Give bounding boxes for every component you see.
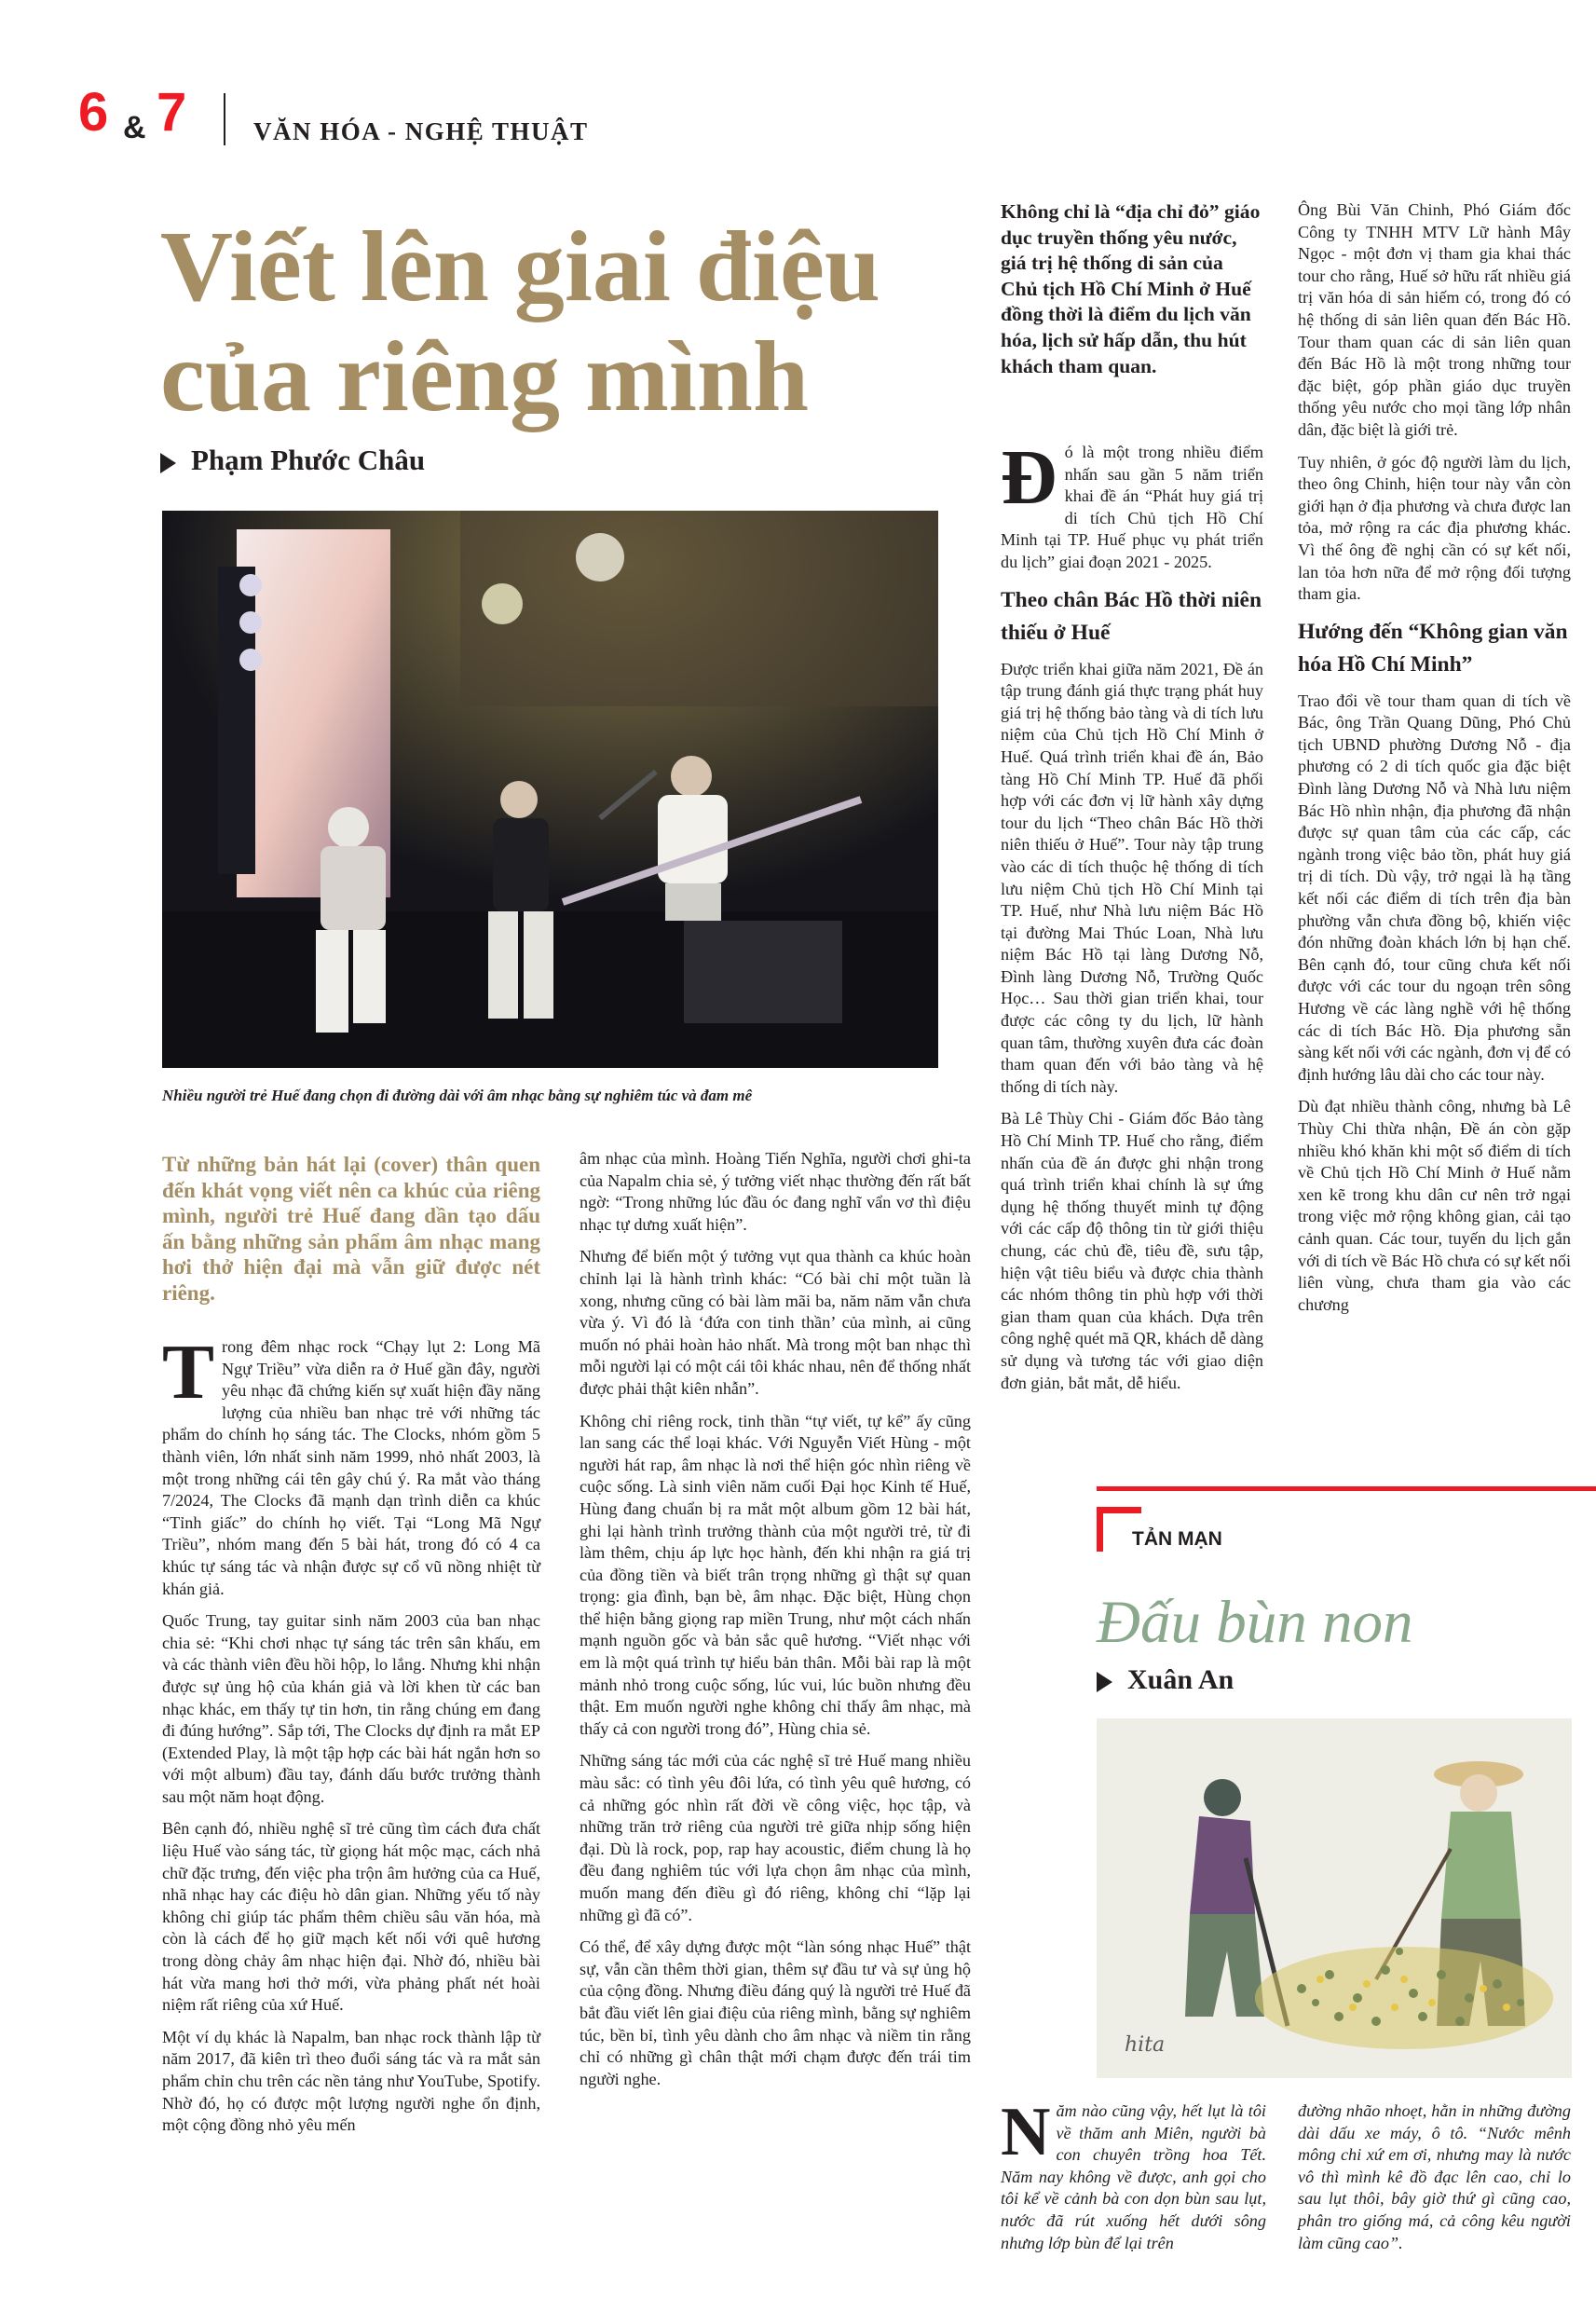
paragraph: Quốc Trung, tay guitar sinh năm 2003 của ban nhạc chia sẻ: “Khi chơi nhạc tự sáng tác trên sân khấu, em và các thành viên đều hồi hộp, lo lắng. Nhưng khi nhận được sự ủng hộ của khán giả và lời khen từ các ban nhạc khác, em thấy tự tin hơn, tin rằng chúng em đang đi đúng hướng”. Sắp tới, The Clocks dự định ra mắt EP (Extended Play, là một tập hợp các bài hát ngắn hơn so với một album) đầu tay, đánh dấu bước trưởng thành sau một năm hoạt động. xyxy=(162,1611,540,1806)
drop-cap: T xyxy=(162,1329,215,1416)
subheading: Theo chân Bác Hồ thời niên thiếu ở Huế xyxy=(1001,587,1262,645)
second-article-column-2 xyxy=(1298,199,1571,1326)
paragraph-text: rong đêm nhạc rock “Chạy lụt 2: Long Mã Ngự Triều” vừa diễn ra ở Huế gần đây, người yêu nhạc đã chứng kiến sự xuất hiện đầy năng lượng của nhiều ban nhạc trẻ với những tác phẩm do chính họ sáng tác. The Clocks, nhóm gồm 5 thành viên, lớn nhất sinh năm 1999, nhỏ nhất 2003, là một trong những cái tên gây chú ý. Ra mắt vào tháng 7/2024, The Clocks đã mạnh dạn trình diễn ca khúc “Tỉnh giấc” do chính họ viết. Tại “Long Mã Ngự Triều”, nhóm mang đến 5 bài hát, trong đó có 4 ca khúc tự sáng tác và nhận được sự cổ vũ nồng nhiệt từ khán giả. xyxy=(162,1337,540,1598)
photo-caption: Nhiều người trẻ Huế đang chọn đi đường dài với âm nhạc bằng sự nghiêm túc và đam mê xyxy=(162,1087,753,1104)
paragraph-text: ăm nào cũng vậy, hết lụt là tôi về thăm anh Miên, người bà con chuyên trồng hoa Tết. Năm nay không về được, anh gọi cho tôi kể về cảnh bà con dọn bùn sau lụt, nước đã rút xuống hết dưới sông nhưng lớp bùn để lại trên xyxy=(1001,2101,1266,2252)
tanman-label: TẢN MẠN xyxy=(1132,1528,1222,1550)
headline-line-1: Viết lên giai điệu xyxy=(160,212,880,322)
farmers-illustration xyxy=(1097,1718,1572,2078)
tanman-author: Xuân An xyxy=(1127,1664,1235,1695)
paragraph: Những sáng tác mới của các nghệ sĩ trẻ Huế mang nhiều màu sắc: có tình yêu đôi lứa, có tình yêu quê hương, có cả những góc nhìn rất đời về công việc, học tập, và những trăn trở riêng của người trẻ giữa nhịp sống hiện đại. Dù là rock, pop, rap hay acoustic, điểm chung là họ đều đang nghiêm túc với lựa chọn âm nhạc của mình, muốn mang đến điều gì đó riêng, không chỉ “lặp lại những gì đã có”. xyxy=(580,1751,971,1924)
headline-line-2: của riêng mình xyxy=(160,321,810,432)
paragraph: Nhưng để biến một ý tưởng vụt qua thành ca khúc hoàn chỉnh lại là hành trình khác: “Có bài chỉ một tuần là xong, nhưng cũng có bài làm mãi ba, năm năm vẫn chưa vừa ý. Vì đó là ‘đứa con tinh thần’ của mình, ai cũng muốn nó phải hoàn hảo nhất. Mà trong một ban nhạc thì mỗi người lại có một cái tôi khác nhau, nên để thống nhất được phải thật kiên nhẫn”. xyxy=(580,1247,972,1398)
paragraph: Bà Lê Thùy Chi - Giám đốc Bảo tàng Hồ Chí Minh TP. Huế cho rằng, điểm nhấn của đề án được ghi nhận trong quá trình triển khai chính là sự ứng dụng hệ thống thuyết minh tự động với các cấp độ thông tin từ giới thiệu chung, các chủ đề, tiêu đề, sưu tập, hiện vật tiêu biểu và được chia thành các nhóm thông tin phù hợp với thời gian tham quan của khách. Dựa trên công nghệ quét mã QR, khách dễ dàng sử dụng và tương tác với giao diện đơn giản, bắt mắt, dễ hiểu. xyxy=(1001,1109,1263,1392)
paragraph: Trao đổi về tour tham quan di tích về Bác, ông Trần Quang Dũng, Phó Chủ tịch UBND phường Dương Nỗ - địa phương có 2 di tích quốc gia đặc biệt Đình làng Dương Nỗ và Nhà lưu niệm Bác Hồ nhìn nhận, địa phương đã nhận được sự quan tâm của các cấp, các ngành trong việc bảo tồn, phát huy giá trị di tích. Dù vậy, trở ngại là hạ tầng kết nối các điểm di tích trên địa bàn phường vẫn chưa đồng bộ, khiến việc đón những đoàn khách lớn bị hạn chế. Bên cạnh đó, tour cũng chưa kết nối được với các tour du ngoạn trên sông Hương về các làng nghề với hệ thống các di tích Bác Hồ. Địa phương sẵn sàng kết nối với các ngành, đơn vị để có định hướng lâu dài cho các tour này. xyxy=(1298,691,1571,1084)
concert-stage-illustration xyxy=(162,511,938,1068)
tanman-title: Đấu bùn non xyxy=(1097,1589,1413,1656)
page-number-left: 6 xyxy=(78,82,109,143)
tanman-column-1 xyxy=(1001,2094,1266,2254)
second-article-deck: Không chỉ là “địa chỉ đỏ” giáo dục truyền thống yêu nước, giá trị hệ thống di sản của Chủ tịch Hồ Chí Minh ở Huế đồng thời là điểm du lịch văn hóa, lịch sử hấp dẫn, thu hút khách tham quan. xyxy=(1001,200,1261,377)
paragraph: Được triển khai giữa năm 2021, Đề án tập trung đánh giá thực trạng phát huy giá trị hệ thống bảo tàng và di tích lưu niệm của Chủ tịch Hồ Chí Minh ở Huế. Quá trình triển khai đề án, Bảo tàng Hồ Chí Minh TP. Huế đã phối hợp với các đơn vị lữ hành xây dựng tour du lịch “Theo chân Bác Hồ thời niên thiếu ở Huế”. Tour này tập trung vào các di tích thuộc hệ thống di tích lưu niệm Chủ tịch Hồ Chí Minh tại TP. Huế, như Nhà lưu niệm Bác Hồ tại đường Mai Thúc Loan, Nhà lưu niệm Bác Hồ tại làng Dương Nỗ, Đình làng Dương Nỗ, Trường Quốc Học… Sau thời gian triển khai, tour được các công ty du lịch, lữ hành quan tâm, thường xuyên đưa các đoàn tham quan đến với bảo tàng và hệ thống di tích này. xyxy=(1001,659,1263,1096)
tanman-byline xyxy=(1097,1664,1234,1696)
second-article-deck-block xyxy=(1001,199,1263,390)
byline-arrow-icon xyxy=(1097,1672,1112,1692)
tanman-illustration xyxy=(1097,1718,1572,2078)
subheading: Hướng đến “Không gian văn hóa Hồ Chí Minh” xyxy=(1298,619,1568,677)
tanman-top-rule xyxy=(1097,1486,1596,1491)
paragraph xyxy=(162,1329,540,1600)
byline-arrow-icon xyxy=(160,453,176,473)
article-lead: Từ những bản hát lại (cover) thân quen đến khát vọng viết nên ca khúc của riêng mình, người trẻ Huế đang dần tạo dấu ấn bằng những sản phẩm âm nhạc mang hơi thở hiện đại mà vẫn giữ được nét riêng. xyxy=(162,1153,540,1305)
paragraph: Bên cạnh đó, nhiều nghệ sĩ trẻ cũng tìm cách đưa chất liệu Huế vào sáng tác, từ giọng hát mộc mạc, cách nhả chữ đặc trưng, đến việc pha trộn âm hưởng của ca Huế, nhã nhạc hay các điệu hò dân gian. Những yếu tố này không chỉ giúp tác phẩm thêm chiều sâu văn hóa, mà còn là cách để họ giữ mạch kết nối với quê hương trong dòng chảy âm nhạc hiện đại. Nhờ đó, nhiều bài hát vừa mang hơi thở mới, vừa phảng phất nét hoài niệm rất riêng của xứ Huế. xyxy=(162,1819,540,2015)
drop-cap: Đ xyxy=(1001,434,1057,521)
page-number-ampersand: & xyxy=(123,110,146,145)
paragraph xyxy=(1001,434,1263,574)
article-byline xyxy=(160,444,425,477)
article-headline xyxy=(160,212,962,432)
article-column-2 xyxy=(580,1148,971,2100)
paragraph: Không chỉ riêng rock, tinh thần “tự viết, tự kể” ấy cũng lan sang các thể loại khác. Với Nguyễn Viết Hùng - một người hát rap, âm nhạc là nơi thể hiện góc nhìn riêng về cuộc sống. Là sinh viên năm cuối Đại học Kinh tế Huế, Hùng đang chuẩn bị ra mắt một album gồm 12 bài hát, ghi lại hành trình trưởng thành của một người trẻ, từ đi làm thêm, chịu áp lực học hành, đến khi nhận ra giá trị của đồng tiền và biết trân trọng những gì thật sự quan trọng: gia đình, bạn bè, âm nhạc. Đặc biệt, Hùng chọn thể hiện bằng giọng rap miền Trung, như một cách nhấn mạnh nguồn gốc và bản sắc quê hương. “Viết nhạc với em là một quá trình tự hiểu bản thân. Mỗi bài rap là một mảnh nhỏ trong cuộc sống, lúc vui, lúc buồn nhưng đều thật. Em muốn người nghe không chỉ thấy âm nhạc, mà thấy cả con người trong đó”, Hùng chia sẻ. xyxy=(580,1411,971,1738)
paragraph: Dù đạt nhiều thành công, nhưng bà Lê Thùy Chi thừa nhận, Đề án còn gặp nhiều khó khăn khi một số điểm di tích về Chủ tịch Hồ Chí Minh ở Huế nằm xen kẽ trong khu dân cư nên trở ngại trong việc mở rộng không gian, cải tạo cảnh quan. Các tour, tuyến du lịch gắn với di tích về Bác Hồ chưa có sự kết nối liên vùng, chưa tham gia vào các chương xyxy=(1298,1097,1571,1314)
article-lead-block xyxy=(162,1152,540,1316)
drop-cap: N xyxy=(1001,2094,1051,2170)
illustrator-signature: hita xyxy=(1125,2033,1166,2057)
page-number-right: 7 xyxy=(157,82,187,143)
paragraph: Tuy nhiên, ở góc độ người làm du lịch, theo ông Chinh, hiện tour này vẫn còn giới hạn ở địa phương và chưa được lan tỏa, mở rộng ra các địa phương khác. Vì thế ông đề nghị cần có sự kết nối, lan tỏa hơn nữa để mở rộng đối tượng tham gia. xyxy=(1298,452,1571,604)
header-divider xyxy=(224,93,225,145)
paragraph: âm nhạc của mình. Hoàng Tiến Nghĩa, người chơi ghi-ta của Napalm chia sẻ, ý tưởng viết nhạc thường đến rất bất ngờ: “Trong những lúc đầu óc đang nghĩ vẩn vơ thì điệu nhạc tự dưng xuất hiện”. xyxy=(580,1149,971,1234)
concert-photo xyxy=(162,511,938,1068)
paragraph: Có thể, để xây dựng được một “làn sóng nhạc Huế” thật sự, vẫn cần thêm thời gian, thêm sự đầu tư và sự ủng hộ của cộng đồng. Nhưng điều đáng quý là người trẻ Huế đã bắt đầu viết lên giai điệu của riêng mình, bằng sự nghiêm túc, bền bỉ, tình yêu dành cho âm nhạc và niềm tin rằng chỉ có những gì chân thật mới chạm được đến trái tim người nghe. xyxy=(580,1937,971,2088)
article-column-1 xyxy=(162,1329,540,2147)
paragraph: Một ví dụ khác là Napalm, ban nhạc rock thành lập từ năm 2017, đã kiên trì theo đuổi sáng tác và ra mắt sản phẩm chỉn chu trên các nền tảng như YouTube, Spotify. Nhờ đó, họ có được một lượng người nghe ổn định, một cộng đồng nhỏ yêu mến xyxy=(162,2027,540,2135)
section-title: VĂN HÓA - NGHỆ THUẬT xyxy=(253,117,589,145)
paragraph-text: ó là một trong nhiều điểm nhấn sau gần 5 năm triển khai đề án “Phát huy giá trị di tích Chủ tịch Hồ Chí Minh tại TP. Huế phục vụ phát triển du lịch” giai đoạn 2021 - 2025. xyxy=(1001,443,1263,571)
tanman-column-2: đường nhão nhoẹt, hằn in những đường dài dấu xe máy, ô tô. “Nước mênh mông chi xứ em ơi, nhưng may là nước vô thì mình kê đồ đạc lên cao, chỉ lo sau lụt thôi, bây giờ thứ gì cũng cao, phân tro giống má, cả công kêu người làm cũng cao”. xyxy=(1298,2101,1571,2252)
author-name: Phạm Phước Châu xyxy=(191,444,426,476)
paragraph: Ông Bùi Văn Chinh, Phó Giám đốc Công ty TNHH MTV Lữ hành Mây Ngọc - một đơn vị tham gia khai thác tour cho rằng, Huế sở hữu rất nhiều giá trị văn hóa di sản hiếm có, trong đó có hệ thống di sản liên quan đến Bác Hồ. Tour tham quan các di sản liên quan đến Bác Hồ là một trong những tour đặc biệt, góp phần giáo dục truyền thống yêu nước cho mọi tầng lớp nhân dân, đặc biệt là giới trẻ. xyxy=(1298,200,1571,439)
second-article-column-1 xyxy=(1001,434,1263,1404)
